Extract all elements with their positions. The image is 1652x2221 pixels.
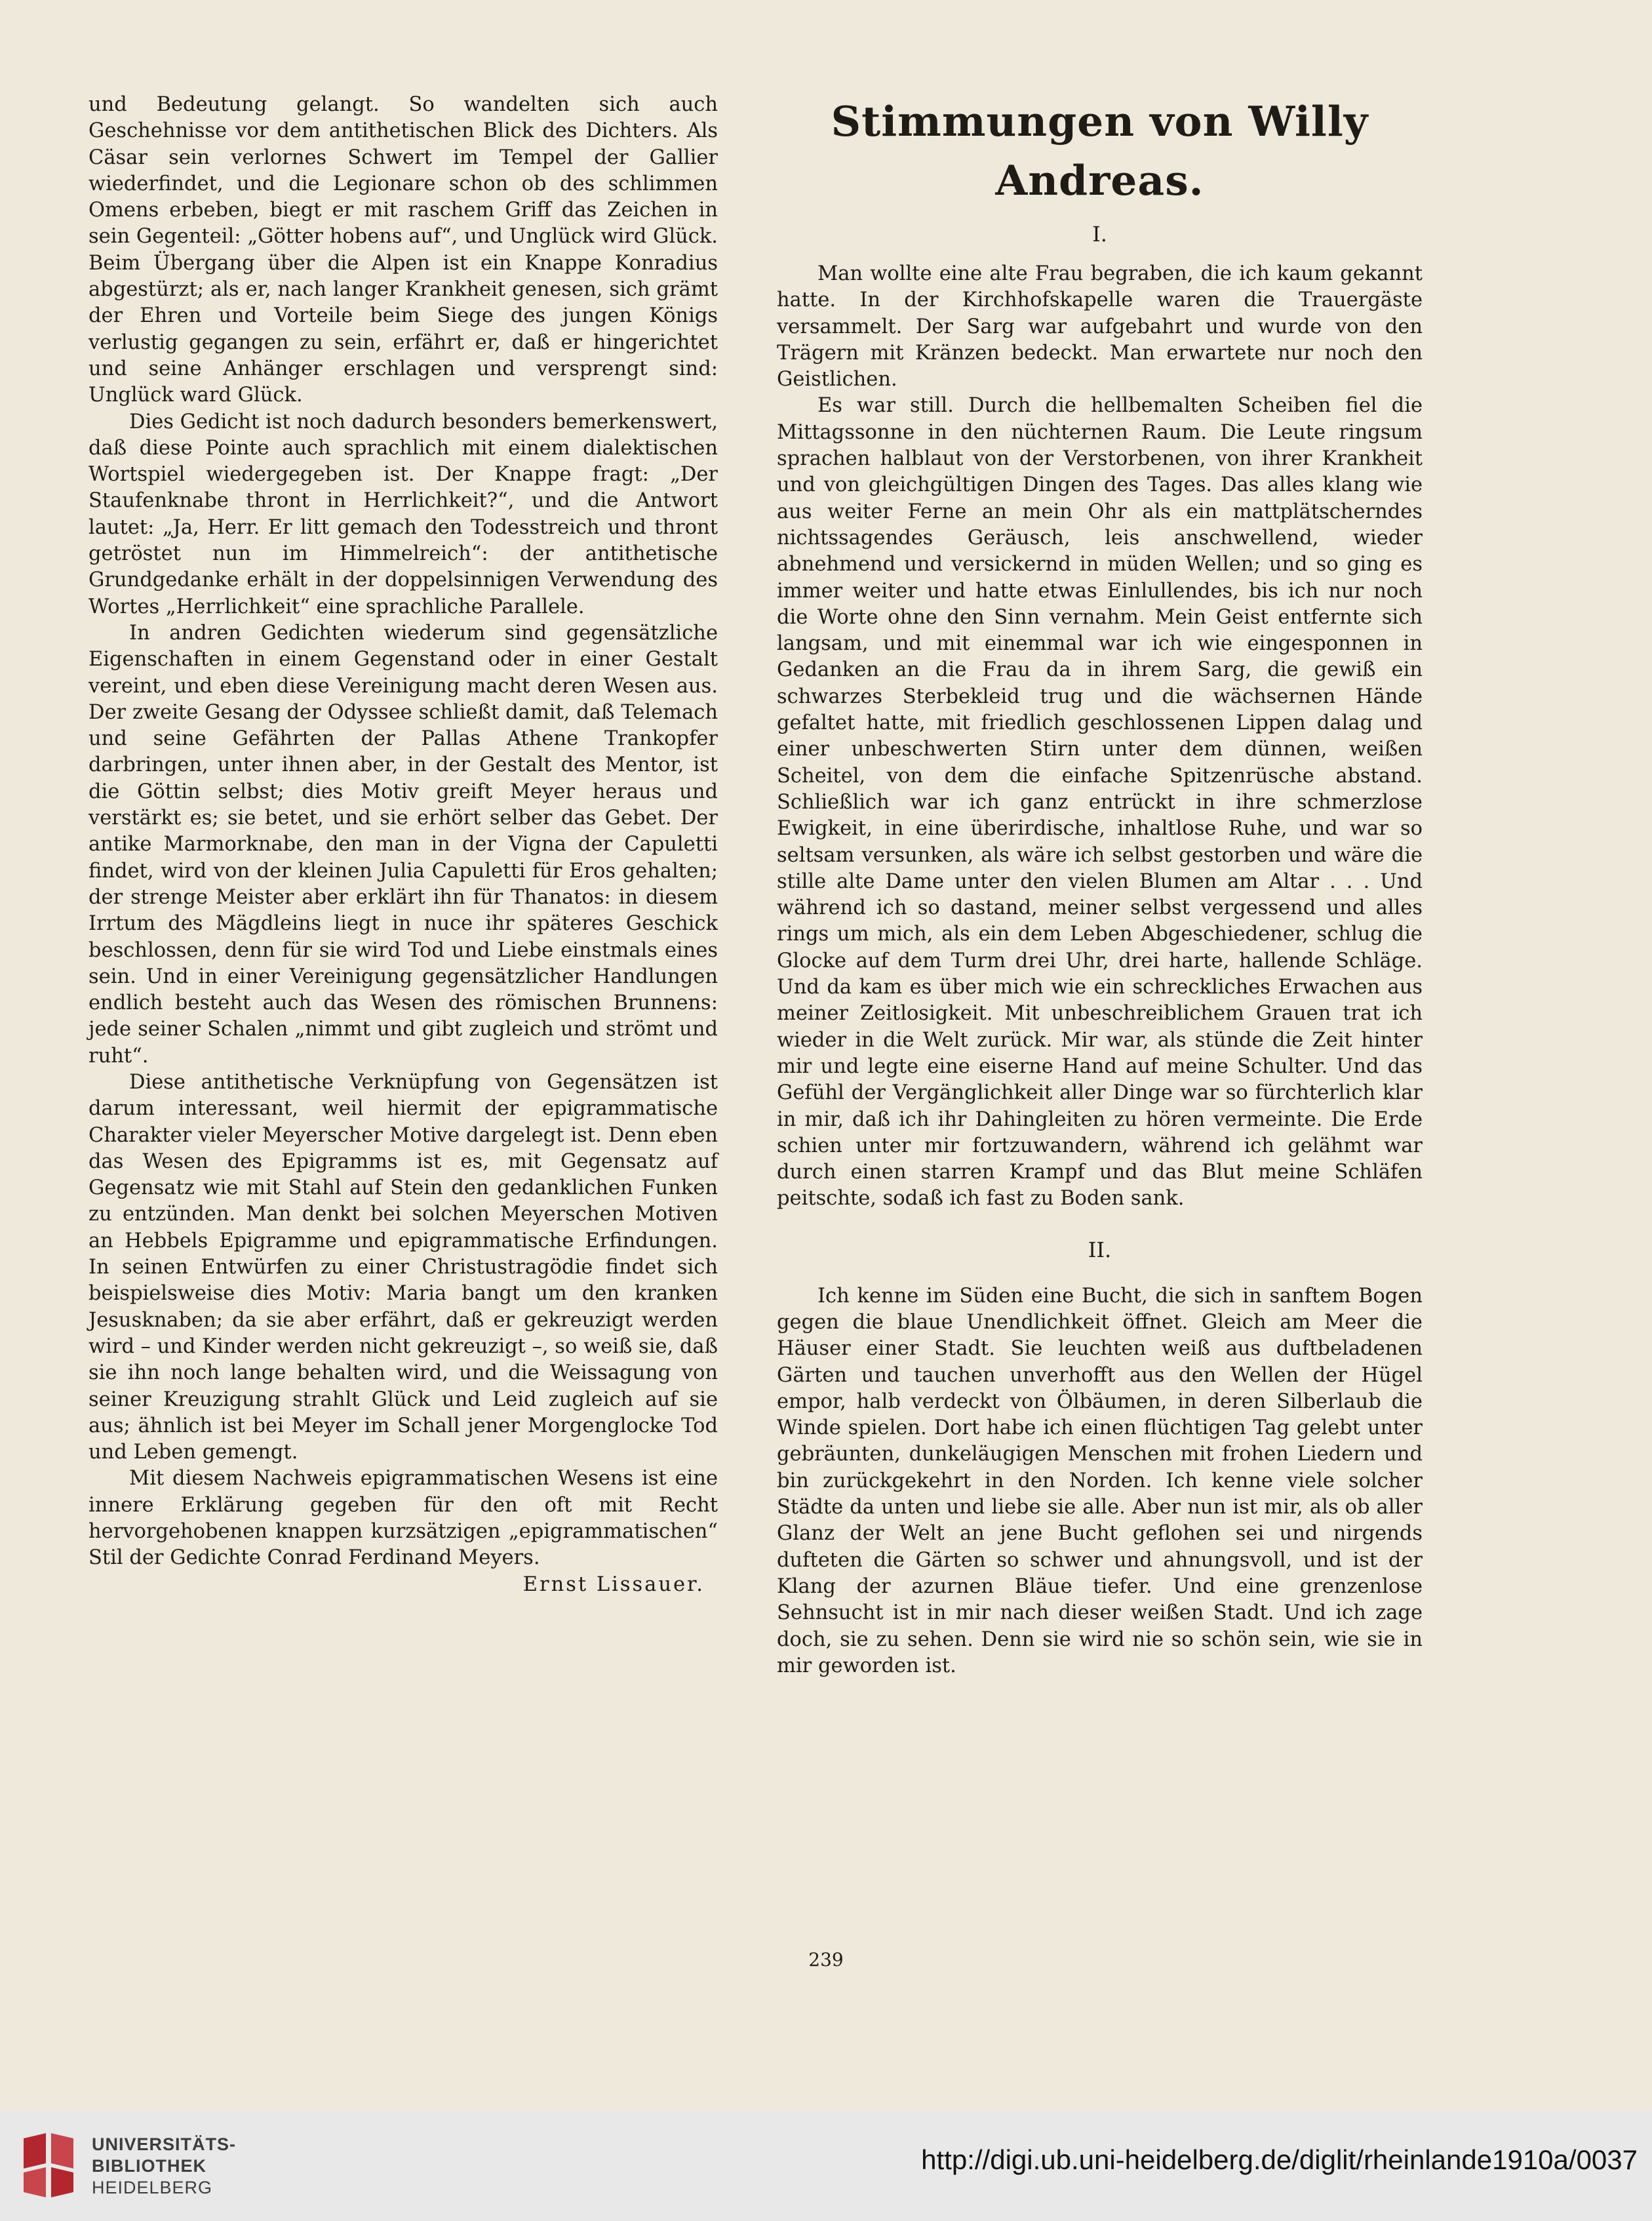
section-heading-2: II. (1088, 1237, 1112, 1262)
left-paragraph-1: und Bedeutung gelangt. So wandelten sich auch Geschehnisse vor dem antithetischen Blick des Dichters. Als Cäsar sein verlornes Schwert im Tempel der Gallier wiederfindet, und die Legionare schon ob des schlimmen Omens erbeben, biegt er mit raschem Griff das Zeichen in sein Gegenteil: „Götter hobens auf“, und Unglück wird Glück. Beim Übergang über die Alpen ist ein Knappe Konradius abgestürzt; als er, nach langer Krankheit genesen, sich grämt der Ehren und Vorteile beim Siege des jungen Königs verlustig gegangen zu sein, erfährt er, daß er hingerichtet und seine Anhänger erschlagen und versprengt sind: Unglück ward Glück. (88, 93, 718, 407)
article-title: Stimmungen von Willy Andreas. (831, 97, 1369, 205)
right-paragraph-2: Es war still. Durch die hellbemalten Scheiben fiel die Mittagssonne in den nüchternen Raum. Die Leute ringsum sprachen halblaut von der Verstorbenen, von ihrer Krankheit und von gleichgültigen Dingen des Tages. Das alles klang wie aus weiter Ferne an mein Ohr als ein mattplätscherndes nichtssagendes Geräusch, leis anschwellend, wieder abnehmend und versickernd in müden Wellen; und so ging es immer weiter und hatte etwas Einlullendes, bis ich nur noch die Worte ohne den Sinn vernahm. Mein Geist entfernte sich langsam, und mit einemmal war ich wie eingesponnen in Gedanken an die Frau da in ihrem Sarg, die gewiß ein schwarzes Sterbekleid trug und die wächsernen Hände gefaltet hatte, mit friedlich geschlossenen Lippen dalag und einer unbeschwerten Stirn unter dem dünnen, weißen Scheitel, von dem die einfache Spitzenrüsche abstand. Schließlich war ich ganz entrückt in ihre schmerzlose Ewigkeit, in eine überirdische, inhaltlose Ruhe, und war so seltsam versunken, als wäre ich selbst gestorben und wäre die stille alte Dame unter den vielen Blumen am Altar . . . Und während ich so dastand, meiner selbst vergessend und alles rings um mich, als ein dem Leben Abgeschiedener, schlug die Glocke auf dem Turm drei Uhr, drei harte, hallende Schläge. Und da kam es über mich wie ein schreckliches Erwachen aus meiner Zeitlosigkeit. Mit unbeschreiblichem Grauen trat ich wieder in die Welt zurück. Mir war, als stünde die Zeit hinter mir und legte eine eiserne Hand auf meine Schulter. Und das Gefühl der Vergänglichkeit aller Dinge war so fürchterlich klar in mir, daß ich ihr Dahingleiten zu hören vermeinte. Die Erde schien unter mir fortzuwandern, während ich gelähmt war durch einen starren Krampf und das Blut meine Schläfen peitschte, sodaß ich fast zu Boden sank. (777, 394, 1423, 1211)
library-name-line-3: HEIDELBERG (92, 2178, 213, 2197)
author-signature: Ernst Lissauer. (522, 1572, 705, 1596)
footer-bar (0, 2110, 1652, 2221)
right-paragraph-1: Man wollte eine alte Frau begraben, die ich kaum gekannt hatte. In der Kirchhofskapelle waren die Trauergäste versammelt. Der Sarg war aufgebahrt und wurde von den Trägern mit Kränzen bedeckt. Man erwartete nur noch den Geistlichen. (777, 262, 1423, 391)
left-paragraph-3: In andren Gedichten wiederum sind gegensätzliche Eigenschaften in einem Gegenstand oder in einer Gestalt vereint, und eben diese Vereinigung macht deren Wesen aus. Der zweite Gesang der Odyssee schließt damit, daß Telemach und seine Gefährten der Pallas Athene Trankopfer darbringen, unter ihnen aber, in der Gestalt des Mentor, ist die Göttin selbst; dies Motiv greift Meyer heraus und verstärkt es; sie betet, und sie erhört selber das Gebet. Der antike Marmorknabe, den man in der Vigna der Capuletti findet, wird von der kleinen Julia Capuletti für Eros gehalten; der strenge Meister aber erklärt ihn für Thanatos: in diesem Irrtum des Mägdleins liegt in nuce ihr späteres Geschick beschlossen, denn für sie wird Tod und Liebe einstmals eines sein. Und in einer Vereinigung gegensätzlicher Handlungen endlich besteht auch das Wesen des römischen Brunnens: jede seiner Schalen „nimmt und gibt zugleich und strömt und ruht“. (88, 621, 718, 1068)
section-heading-1: I. (1092, 222, 1107, 247)
heidelberg-university-library-logo-icon (18, 2132, 79, 2199)
right-column (777, 92, 1423, 1679)
right-paragraph-3: Ich kenne im Süden eine Bucht, die sich in sanftem Bogen gegen die blaue Unendlichkeit öffnet. Gleich am Meer die Häuser einer Stadt. Sie leuchten weiß aus duftbeladenen Gärten und tauchen unverhofft aus den Wellen der Hügel empor, halb verdeckt von Ölbäumen, in deren Silberlaub die Winde spielen. Dort habe ich einen flüchtigen Tag gelebt unter gebräunten, dunkeläugigen Menschen mit frohen Liedern und bin zurückgekehrt in den Norden. Ich kenne viele solcher Städte da unten und liebe sie alle. Aber nun ist mir, als ob aller Glanz der Welt an jene Bucht geflohen sei und nirgends dufteten die Gärten so schwer und ahnungsvoll, und ist der Klang der azurnen Bläue tiefer. Und eine grenzenlose Sehnsucht ist in mir nach dieser weißen Stadt. Und ich zage doch, sie zu sehen. Denn sie wird nie so schön sein, wie sie in mir geworden ist. (777, 1284, 1423, 1677)
library-name-line-2: BIBLIOTHEK (92, 2156, 206, 2176)
left-paragraph-4: Diese antithetische Verknüpfung von Gegensätzen ist darum interessant, weil hiermit der epigrammatische Charakter vieler Meyerscher Motive dargelegt ist. Denn eben das Wesen des Epigramms ist es, mit Gegensatz auf Gegensatz wie mit Stahl auf Stein den gedanklichen Funken zu entzünden. Man denkt bei solchen Meyerschen Motiven an Hebbels Epigramme und epigrammatische Erfindungen. In seinen Entwürfen zu einer Christustragödie findet sich beispielsweise dies Motiv: Maria bangt um den kranken Jesusknaben; da sie aber erfährt, daß er gekreuzigt werden wird – und Kinder werden nicht gekreuzigt –, so weiß sie, daß sie ihn noch lange behalten wird, und die Weissagung von seiner Kreuzigung strahlt Glück und Leid zugleich auf sie aus; ähnlich ist bei Meyer im Schall jener Morgenglocke Tod und Leben gemengt. (88, 1070, 718, 1464)
left-paragraph-5: Mit diesem Nachweis epigrammatischen Wesens ist eine innere Erklärung gegeben für den oft mit Recht hervorgehobenen knappen kurzsätzigen „epigrammatischen“ Stil der Gedichte Conrad Ferdinand Meyers. (88, 1467, 718, 1570)
left-column (88, 92, 718, 1598)
library-name (92, 2134, 236, 2199)
page-number: 239 (808, 1949, 844, 1971)
source-url-link[interactable]: http://digi.ub.uni-heidelberg.de/diglit/rheinlande1910a/0037 (921, 2144, 1638, 2175)
library-name-line-1: UNIVERSITÄTS- (92, 2134, 237, 2154)
left-paragraph-2: Dies Gedicht ist noch dadurch besonders bemerkenswert, daß diese Pointe auch sprachlich mit einem dialektischen Wortspiel wiedergegeben ist. Der Knappe fragt: „Der Staufenknabe thront in Herrlichkeit?“, und die Antwort lautet: „Ja, Herr. Er litt gemach den Todesstreich und thront getröstet nun im Himmelreich“: der antithetische Grundgedanke erhält in der doppelsinnigen Verwendung des Wortes „Herrlichkeit“ eine sprachliche Parallele. (88, 410, 718, 618)
